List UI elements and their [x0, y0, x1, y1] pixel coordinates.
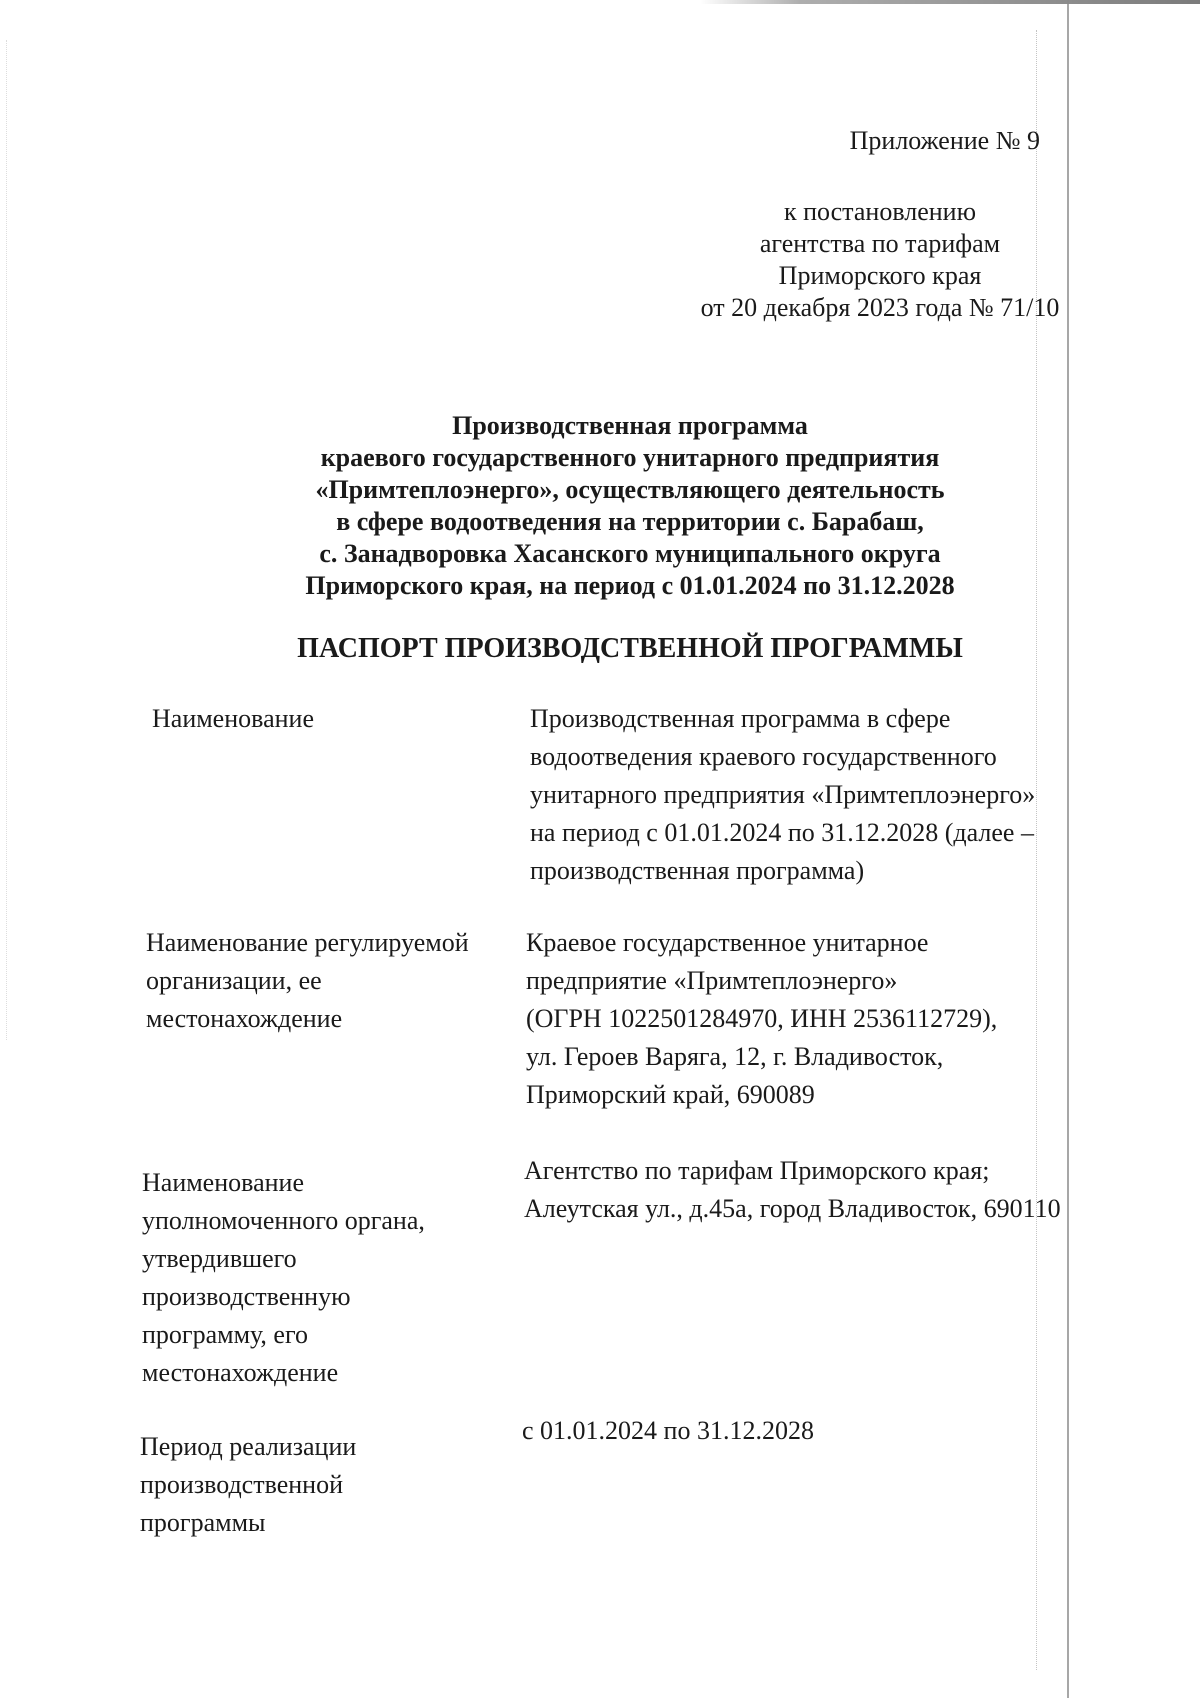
- appendix-label: Приложение № 9: [849, 126, 1040, 155]
- passport-row-value-organization: [526, 924, 1116, 1114]
- passport-row-value-name: [530, 700, 1120, 890]
- value-line: производственная программа): [530, 856, 865, 885]
- value-line: ул. Героев Варяга, 12, г. Владивосток,: [526, 1042, 944, 1071]
- passport-row-label-name: [152, 700, 522, 738]
- label-line: Наименование регулируемой: [146, 928, 469, 957]
- value-line: водоотведения краевого государственного: [530, 742, 997, 771]
- resolution-line: Приморского края: [778, 261, 982, 290]
- program-title-line: Производственная программа: [452, 411, 808, 440]
- value-line: Производственная программа в сфере: [530, 704, 951, 733]
- passport-row-label-organization: [146, 924, 516, 1038]
- program-title-line: «Примтеплоэнерго», осуществляющего деятельность: [315, 475, 945, 504]
- label-line: местонахождение: [146, 1004, 343, 1033]
- program-title-line: в сфере водоотведения на территории с. Барабаш,: [336, 507, 924, 536]
- label-line: Период реализации: [140, 1432, 357, 1461]
- value-line: с 01.01.2024 по 31.12.2028: [522, 1416, 814, 1445]
- passport-row-value-period: [522, 1412, 1112, 1450]
- program-title-line: Приморского края, на период с 01.01.2024 по 31.12.2028: [305, 571, 955, 600]
- label-line: производственной: [140, 1470, 343, 1499]
- label-line: утвердившего: [142, 1244, 297, 1273]
- label-line: организации, ее: [146, 966, 322, 995]
- scan-left-dots: [6, 40, 7, 1040]
- program-title-line: краевого государственного унитарного предприятия: [320, 443, 940, 472]
- label-line: производственную: [142, 1282, 351, 1311]
- value-line: Агентство по тарифам Приморского края;: [524, 1156, 990, 1185]
- scan-top-edge: [700, 0, 1200, 4]
- label-line: Наименование: [152, 704, 314, 733]
- value-line: Приморский край, 690089: [526, 1080, 815, 1109]
- value-line: Алеутская ул., д.45а, город Владивосток, 690110: [524, 1194, 1061, 1223]
- label-line: Наименование: [142, 1168, 304, 1197]
- passport-row-label-authority: [142, 1164, 512, 1392]
- value-line: унитарного предприятия «Примтеплоэнерго»: [530, 780, 1036, 809]
- passport-row-label-period: [140, 1428, 510, 1542]
- resolution-line: к постановлению: [783, 197, 977, 226]
- label-line: программу, его: [142, 1320, 308, 1349]
- label-line: местонахождение: [142, 1358, 339, 1387]
- resolution-line: агентства по тарифам: [759, 229, 1001, 258]
- program-title: [230, 410, 1030, 602]
- resolution-line: от 20 декабря 2023 года № 71/10: [700, 293, 1060, 322]
- label-line: программы: [140, 1508, 266, 1537]
- value-line: (ОГРН 1022501284970, ИНН 2536112729),: [526, 1004, 998, 1033]
- passport-row-value-authority: [524, 1152, 1114, 1228]
- program-title-line: с. Занадворовка Хасанского муниципального округа: [319, 539, 941, 568]
- value-line: предприятие «Примтеплоэнерго»: [526, 966, 898, 995]
- value-line: на период с 01.01.2024 по 31.12.2028 (далее –: [530, 818, 1034, 847]
- resolution-reference: [640, 196, 1120, 324]
- passport-heading: ПАСПОРТ ПРОИЗВОДСТВЕННОЙ ПРОГРАММЫ: [297, 633, 963, 664]
- value-line: Краевое государственное унитарное: [526, 928, 929, 957]
- label-line: уполномоченного органа,: [142, 1206, 425, 1235]
